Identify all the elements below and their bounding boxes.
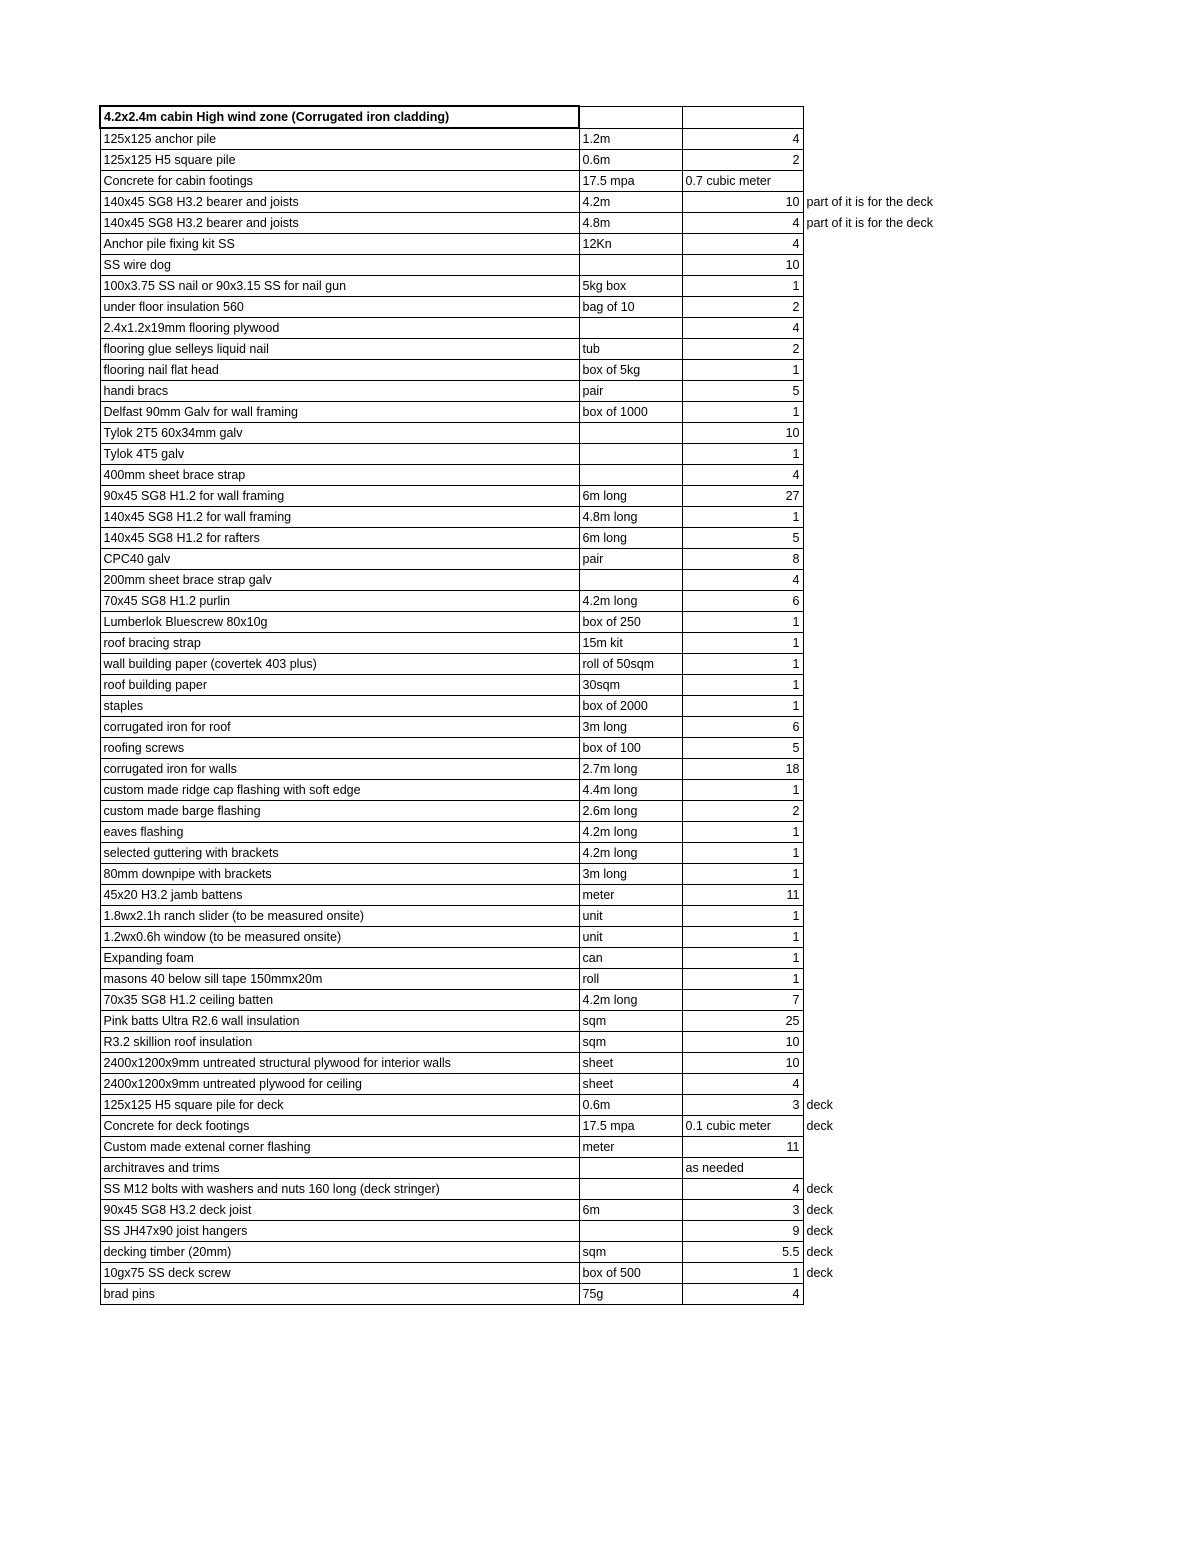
note-cell <box>803 234 804 255</box>
qty-cell[interactable]: 1 <box>682 444 803 465</box>
table-row <box>100 1284 804 1305</box>
qty-cell[interactable]: 1 <box>682 843 803 864</box>
item-cell[interactable]: SS JH47x90 joist hangers <box>100 1221 579 1242</box>
table-row <box>100 1053 804 1074</box>
table-row <box>100 654 804 675</box>
table-row <box>100 465 804 486</box>
table-row <box>100 591 804 612</box>
spec-cell[interactable]: 30sqm <box>579 675 682 696</box>
table-row <box>100 759 804 780</box>
spec-cell[interactable]: 4.2m long <box>579 990 682 1011</box>
note-cell <box>803 1011 804 1032</box>
qty-cell[interactable]: 4 <box>682 318 803 339</box>
title-row <box>100 106 804 128</box>
note-cell <box>803 948 804 969</box>
item-cell[interactable]: Delfast 90mm Galv for wall framing <box>100 402 579 423</box>
table-row <box>100 864 804 885</box>
note-cell <box>803 717 804 738</box>
table-row <box>100 969 804 990</box>
item-cell[interactable]: Tylok 4T5 galv <box>100 444 579 465</box>
spec-cell[interactable]: 5kg box <box>579 276 682 297</box>
note-cell <box>803 360 804 381</box>
note-cell <box>803 339 804 360</box>
spec-cell[interactable] <box>579 444 682 465</box>
item-cell[interactable]: selected guttering with brackets <box>100 843 579 864</box>
spec-cell[interactable]: sheet <box>579 1053 682 1074</box>
note-cell <box>803 906 804 927</box>
note-cell <box>803 213 933 234</box>
spec-cell[interactable]: box of 500 <box>579 1263 682 1284</box>
spec-cell[interactable]: roll <box>579 969 682 990</box>
note-cell <box>803 1137 804 1158</box>
table-row <box>100 801 804 822</box>
item-cell[interactable]: 140x45 SG8 H1.2 for wall framing <box>100 507 579 528</box>
qty-cell[interactable]: 4 <box>682 570 803 591</box>
qty-cell[interactable]: 4 <box>682 465 803 486</box>
table-row <box>100 213 804 234</box>
note-text: deck <box>806 1202 833 1217</box>
table-row <box>100 780 804 801</box>
item-cell[interactable]: Anchor pile fixing kit SS <box>100 234 579 255</box>
item-cell[interactable]: 2400x1200x9mm untreated plywood for ceiling <box>100 1074 579 1095</box>
qty-cell[interactable]: 4 <box>682 234 803 255</box>
qty-cell[interactable]: 1 <box>682 360 803 381</box>
item-cell[interactable]: roof bracing strap <box>100 633 579 654</box>
qty-cell[interactable]: 3 <box>682 1095 803 1116</box>
note-text: part of it is for the deck <box>806 215 933 230</box>
spec-cell[interactable] <box>579 255 682 276</box>
qty-cell[interactable]: 1 <box>682 1263 803 1284</box>
qty-cell[interactable]: 10 <box>682 423 803 444</box>
table-row <box>100 717 804 738</box>
spec-cell[interactable]: pair <box>579 549 682 570</box>
spec-cell[interactable]: 4.2m <box>579 192 682 213</box>
qty-cell[interactable]: 3 <box>682 1200 803 1221</box>
table-row <box>100 150 804 171</box>
spec-cell[interactable]: 4.2m long <box>579 822 682 843</box>
spec-cell[interactable]: 4.8m <box>579 213 682 234</box>
item-cell[interactable]: 140x45 SG8 H3.2 bearer and joists <box>100 192 579 213</box>
spec-cell[interactable]: box of 100 <box>579 738 682 759</box>
materials-table <box>99 105 933 1305</box>
qty-cell[interactable]: 1 <box>682 864 803 885</box>
spec-cell[interactable]: box of 1000 <box>579 402 682 423</box>
note-cell <box>803 465 804 486</box>
note-cell <box>803 1053 804 1074</box>
spec-cell[interactable]: bag of 10 <box>579 297 682 318</box>
qty-cell[interactable]: 25 <box>682 1011 803 1032</box>
item-cell[interactable]: corrugated iron for walls <box>100 759 579 780</box>
qty-cell[interactable]: 1 <box>682 654 803 675</box>
qty-cell[interactable]: 1 <box>682 402 803 423</box>
note-cell <box>803 927 804 948</box>
table-row <box>100 927 804 948</box>
note-cell <box>803 780 804 801</box>
item-cell[interactable]: 10gx75 SS deck screw <box>100 1263 579 1284</box>
spec-cell[interactable] <box>579 423 682 444</box>
spec-cell[interactable]: roll of 50sqm <box>579 654 682 675</box>
qty-cell[interactable]: 10 <box>682 1053 803 1074</box>
spec-cell[interactable]: unit <box>579 927 682 948</box>
item-cell[interactable]: 100x3.75 SS nail or 90x3.15 SS for nail gun <box>100 276 579 297</box>
qty-cell[interactable]: 1 <box>682 927 803 948</box>
note-cell <box>803 759 804 780</box>
qty-cell[interactable]: 4 <box>682 1074 803 1095</box>
spec-cell[interactable]: unit <box>579 906 682 927</box>
item-cell[interactable]: 90x45 SG8 H1.2 for wall framing <box>100 486 579 507</box>
spec-cell[interactable]: 3m long <box>579 717 682 738</box>
table-row <box>100 885 804 906</box>
spec-cell[interactable]: 4.8m long <box>579 507 682 528</box>
qty-cell[interactable]: 2 <box>682 150 803 171</box>
note-cell <box>803 171 804 192</box>
qty-cell[interactable]: 1 <box>682 780 803 801</box>
note-cell <box>803 255 804 276</box>
qty-cell[interactable]: 11 <box>682 1137 803 1158</box>
note-cell <box>803 276 804 297</box>
item-cell[interactable]: SS wire dog <box>100 255 579 276</box>
item-cell[interactable]: architraves and trims <box>100 1158 579 1179</box>
item-cell[interactable]: 2400x1200x9mm untreated structural plywood for interior walls <box>100 1053 579 1074</box>
note-cell <box>803 1032 804 1053</box>
table-row <box>100 1116 804 1137</box>
qty-cell[interactable]: 1 <box>682 696 803 717</box>
item-cell[interactable]: 140x45 SG8 H3.2 bearer and joists <box>100 213 579 234</box>
item-cell[interactable]: wall building paper (covertek 403 plus) <box>100 654 579 675</box>
item-cell[interactable]: under floor insulation 560 <box>100 297 579 318</box>
note-cell <box>803 864 804 885</box>
spec-cell[interactable] <box>579 1158 682 1179</box>
item-cell[interactable]: Concrete for cabin footings <box>100 171 579 192</box>
item-cell[interactable]: flooring glue selleys liquid nail <box>100 339 579 360</box>
table-row <box>100 1011 804 1032</box>
item-cell[interactable]: corrugated iron for roof <box>100 717 579 738</box>
note-text: deck <box>806 1097 833 1112</box>
qty-cell[interactable]: 4 <box>682 213 803 234</box>
qty-cell[interactable]: 1 <box>682 822 803 843</box>
table-row <box>100 1074 804 1095</box>
item-cell[interactable]: staples <box>100 696 579 717</box>
item-cell[interactable]: 45x20 H3.2 jamb battens <box>100 885 579 906</box>
table-row <box>100 444 804 465</box>
note-cell <box>803 885 804 906</box>
qty-cell[interactable]: 2 <box>682 801 803 822</box>
note-cell <box>803 192 933 213</box>
item-cell[interactable]: 125x125 H5 square pile <box>100 150 579 171</box>
note-cell <box>803 528 804 549</box>
spec-cell[interactable]: 75g <box>579 1284 682 1305</box>
table-row <box>100 507 804 528</box>
spec-cell[interactable] <box>579 570 682 591</box>
note-cell <box>803 297 804 318</box>
qty-cell[interactable]: 4 <box>682 1179 803 1200</box>
table-row <box>100 381 804 402</box>
qty-cell[interactable]: 4 <box>682 128 803 150</box>
note-cell <box>803 1095 833 1116</box>
title-spec-cell[interactable] <box>579 106 682 128</box>
note-cell <box>803 801 804 822</box>
spec-cell[interactable]: 4.2m long <box>579 843 682 864</box>
spec-cell[interactable]: 6m long <box>579 528 682 549</box>
qty-cell[interactable]: 1 <box>682 612 803 633</box>
qty-cell[interactable]: 1 <box>682 507 803 528</box>
note-cell <box>803 507 804 528</box>
table-row <box>100 822 804 843</box>
qty-cell[interactable]: as needed <box>682 1158 803 1179</box>
table-row <box>100 633 804 654</box>
qty-cell[interactable]: 27 <box>682 486 803 507</box>
qty-cell[interactable]: 2 <box>682 339 803 360</box>
note-cell <box>803 696 804 717</box>
item-cell[interactable]: eaves flashing <box>100 822 579 843</box>
item-cell[interactable]: custom made barge flashing <box>100 801 579 822</box>
spec-cell[interactable]: 4.2m long <box>579 591 682 612</box>
note-cell <box>803 1179 833 1200</box>
spec-cell[interactable]: 15m kit <box>579 633 682 654</box>
item-cell[interactable]: 90x45 SG8 H3.2 deck joist <box>100 1200 579 1221</box>
table-row <box>100 360 804 381</box>
spec-cell[interactable]: box of 5kg <box>579 360 682 381</box>
qty-cell[interactable]: 7 <box>682 990 803 1011</box>
item-cell[interactable]: Concrete for deck footings <box>100 1116 579 1137</box>
materials-table-body <box>100 106 933 1305</box>
qty-cell[interactable]: 1 <box>682 969 803 990</box>
note-cell <box>803 612 804 633</box>
spec-cell[interactable]: sheet <box>579 1074 682 1095</box>
item-cell[interactable]: 80mm downpipe with brackets <box>100 864 579 885</box>
table-row <box>100 738 804 759</box>
item-cell[interactable]: Pink batts Ultra R2.6 wall insulation <box>100 1011 579 1032</box>
spec-cell[interactable]: sqm <box>579 1011 682 1032</box>
spec-cell[interactable]: 2.7m long <box>579 759 682 780</box>
note-cell <box>803 318 804 339</box>
spec-cell[interactable]: 3m long <box>579 864 682 885</box>
item-cell[interactable]: Expanding foam <box>100 948 579 969</box>
note-cell <box>803 423 804 444</box>
note-cell <box>803 1284 804 1305</box>
spec-cell[interactable]: pair <box>579 381 682 402</box>
item-cell[interactable]: handi bracs <box>100 381 579 402</box>
item-cell[interactable]: Lumberlok Bluescrew 80x10g <box>100 612 579 633</box>
title-note-cell <box>803 106 804 128</box>
qty-cell[interactable]: 1 <box>682 906 803 927</box>
qty-cell[interactable]: 8 <box>682 549 803 570</box>
table-row <box>100 1179 804 1200</box>
table-row <box>100 339 804 360</box>
table-row <box>100 402 804 423</box>
spec-cell[interactable] <box>579 465 682 486</box>
table-row <box>100 1158 804 1179</box>
note-cell <box>803 1200 833 1221</box>
note-text: deck <box>806 1118 833 1133</box>
note-cell <box>803 822 804 843</box>
table-row <box>100 1200 804 1221</box>
note-cell <box>803 1116 833 1137</box>
spec-cell[interactable]: 12Kn <box>579 234 682 255</box>
table-row <box>100 1263 804 1284</box>
table-row <box>100 1095 804 1116</box>
table-row <box>100 255 804 276</box>
qty-cell[interactable]: 11 <box>682 885 803 906</box>
item-cell[interactable]: decking timber (20mm) <box>100 1242 579 1263</box>
spec-cell[interactable]: meter <box>579 1137 682 1158</box>
table-row <box>100 171 804 192</box>
table-row <box>100 234 804 255</box>
table-row <box>100 612 804 633</box>
note-text: deck <box>806 1244 833 1259</box>
item-cell[interactable]: 400mm sheet brace strap <box>100 465 579 486</box>
qty-cell[interactable]: 10 <box>682 192 803 213</box>
spec-cell[interactable]: 0.6m <box>579 150 682 171</box>
table-row <box>100 1242 804 1263</box>
table-row <box>100 423 804 444</box>
note-cell <box>803 1221 833 1242</box>
item-cell[interactable]: custom made ridge cap flashing with soft edge <box>100 780 579 801</box>
item-cell[interactable]: 70x45 SG8 H1.2 purlin <box>100 591 579 612</box>
item-cell[interactable]: 70x35 SG8 H1.2 ceiling batten <box>100 990 579 1011</box>
item-cell[interactable]: Tylok 2T5 60x34mm galv <box>100 423 579 444</box>
table-row <box>100 1137 804 1158</box>
note-text: part of it is for the deck <box>806 194 933 209</box>
note-cell <box>803 675 804 696</box>
note-cell <box>803 738 804 759</box>
note-cell <box>803 150 804 171</box>
qty-cell[interactable]: 0.1 cubic meter <box>682 1116 803 1137</box>
item-cell[interactable]: 125x125 H5 square pile for deck <box>100 1095 579 1116</box>
table-row <box>100 570 804 591</box>
note-cell <box>803 1263 833 1284</box>
qty-cell[interactable]: 5 <box>682 738 803 759</box>
table-row <box>100 486 804 507</box>
table-row <box>100 843 804 864</box>
item-cell[interactable]: masons 40 below sill tape 150mmx20m <box>100 969 579 990</box>
table-row <box>100 948 804 969</box>
title-qty-cell[interactable] <box>682 106 803 128</box>
spec-cell[interactable]: sqm <box>579 1242 682 1263</box>
table-row <box>100 1032 804 1053</box>
spec-cell[interactable]: 17.5 mpa <box>579 171 682 192</box>
spec-cell[interactable]: 4.4m long <box>579 780 682 801</box>
note-cell <box>803 969 804 990</box>
note-cell <box>803 1074 804 1095</box>
spec-cell[interactable]: 17.5 mpa <box>579 1116 682 1137</box>
table-row <box>100 297 804 318</box>
note-cell <box>803 444 804 465</box>
qty-cell[interactable]: 1 <box>682 675 803 696</box>
qty-cell[interactable]: 6 <box>682 591 803 612</box>
sheet-title[interactable]: 4.2x2.4m cabin High wind zone (Corrugated iron cladding) <box>100 106 579 128</box>
item-cell[interactable]: 140x45 SG8 H1.2 for rafters <box>100 528 579 549</box>
qty-cell[interactable]: 1 <box>682 633 803 654</box>
qty-cell[interactable]: 10 <box>682 1032 803 1053</box>
spec-cell[interactable] <box>579 1179 682 1200</box>
item-cell[interactable]: brad pins <box>100 1284 579 1305</box>
note-cell <box>803 402 804 423</box>
spec-cell[interactable]: 6m <box>579 1200 682 1221</box>
qty-cell[interactable]: 5 <box>682 528 803 549</box>
item-cell[interactable]: 1.2wx0.6h window (to be measured onsite) <box>100 927 579 948</box>
item-cell[interactable]: 1.8wx2.1h ranch slider (to be measured onsite) <box>100 906 579 927</box>
spec-cell[interactable]: 6m long <box>579 486 682 507</box>
qty-cell[interactable]: 5.5 <box>682 1242 803 1263</box>
note-cell <box>803 128 804 150</box>
note-cell <box>803 843 804 864</box>
qty-cell[interactable]: 1 <box>682 276 803 297</box>
note-cell <box>803 1242 833 1263</box>
note-cell <box>803 654 804 675</box>
item-cell[interactable]: SS M12 bolts with washers and nuts 160 long (deck stringer) <box>100 1179 579 1200</box>
spec-cell[interactable] <box>579 318 682 339</box>
spec-cell[interactable]: 1.2m <box>579 128 682 150</box>
note-cell <box>803 486 804 507</box>
note-text: deck <box>806 1181 833 1196</box>
spec-cell[interactable]: 0.6m <box>579 1095 682 1116</box>
table-row <box>100 1221 804 1242</box>
note-text: deck <box>806 1223 833 1238</box>
item-cell[interactable]: Custom made extenal corner flashing <box>100 1137 579 1158</box>
item-cell[interactable]: roof building paper <box>100 675 579 696</box>
item-cell[interactable]: CPC40 galv <box>100 549 579 570</box>
item-cell[interactable]: 2.4x1.2x19mm flooring plywood <box>100 318 579 339</box>
note-cell <box>803 990 804 1011</box>
qty-cell[interactable]: 6 <box>682 717 803 738</box>
table-row <box>100 528 804 549</box>
qty-cell[interactable]: 10 <box>682 255 803 276</box>
qty-cell[interactable]: 18 <box>682 759 803 780</box>
item-cell[interactable]: 125x125 anchor pile <box>100 128 579 150</box>
note-cell <box>803 381 804 402</box>
table-row <box>100 318 804 339</box>
item-cell[interactable]: 200mm sheet brace strap galv <box>100 570 579 591</box>
qty-cell[interactable]: 2 <box>682 297 803 318</box>
spec-cell[interactable] <box>579 1221 682 1242</box>
table-row <box>100 696 804 717</box>
qty-cell[interactable]: 9 <box>682 1221 803 1242</box>
spec-cell[interactable]: 2.6m long <box>579 801 682 822</box>
note-cell <box>803 591 804 612</box>
note-cell <box>803 1158 804 1179</box>
note-text: deck <box>806 1265 833 1280</box>
spec-cell[interactable]: tub <box>579 339 682 360</box>
note-cell <box>803 633 804 654</box>
spec-cell[interactable]: box of 250 <box>579 612 682 633</box>
note-cell <box>803 549 804 570</box>
table-row <box>100 128 804 150</box>
table-row <box>100 990 804 1011</box>
note-cell <box>803 570 804 591</box>
spec-cell[interactable]: box of 2000 <box>579 696 682 717</box>
qty-cell[interactable]: 5 <box>682 381 803 402</box>
table-row <box>100 276 804 297</box>
table-row <box>100 549 804 570</box>
spec-cell[interactable]: can <box>579 948 682 969</box>
qty-cell[interactable]: 4 <box>682 1284 803 1305</box>
table-row <box>100 192 804 213</box>
item-cell[interactable]: roofing screws <box>100 738 579 759</box>
spec-cell[interactable]: meter <box>579 885 682 906</box>
qty-cell[interactable]: 0.7 cubic meter <box>682 171 803 192</box>
spec-cell[interactable]: sqm <box>579 1032 682 1053</box>
table-row <box>100 675 804 696</box>
item-cell[interactable]: flooring nail flat head <box>100 360 579 381</box>
item-cell[interactable]: R3.2 skillion roof insulation <box>100 1032 579 1053</box>
qty-cell[interactable]: 1 <box>682 948 803 969</box>
table-row <box>100 906 804 927</box>
